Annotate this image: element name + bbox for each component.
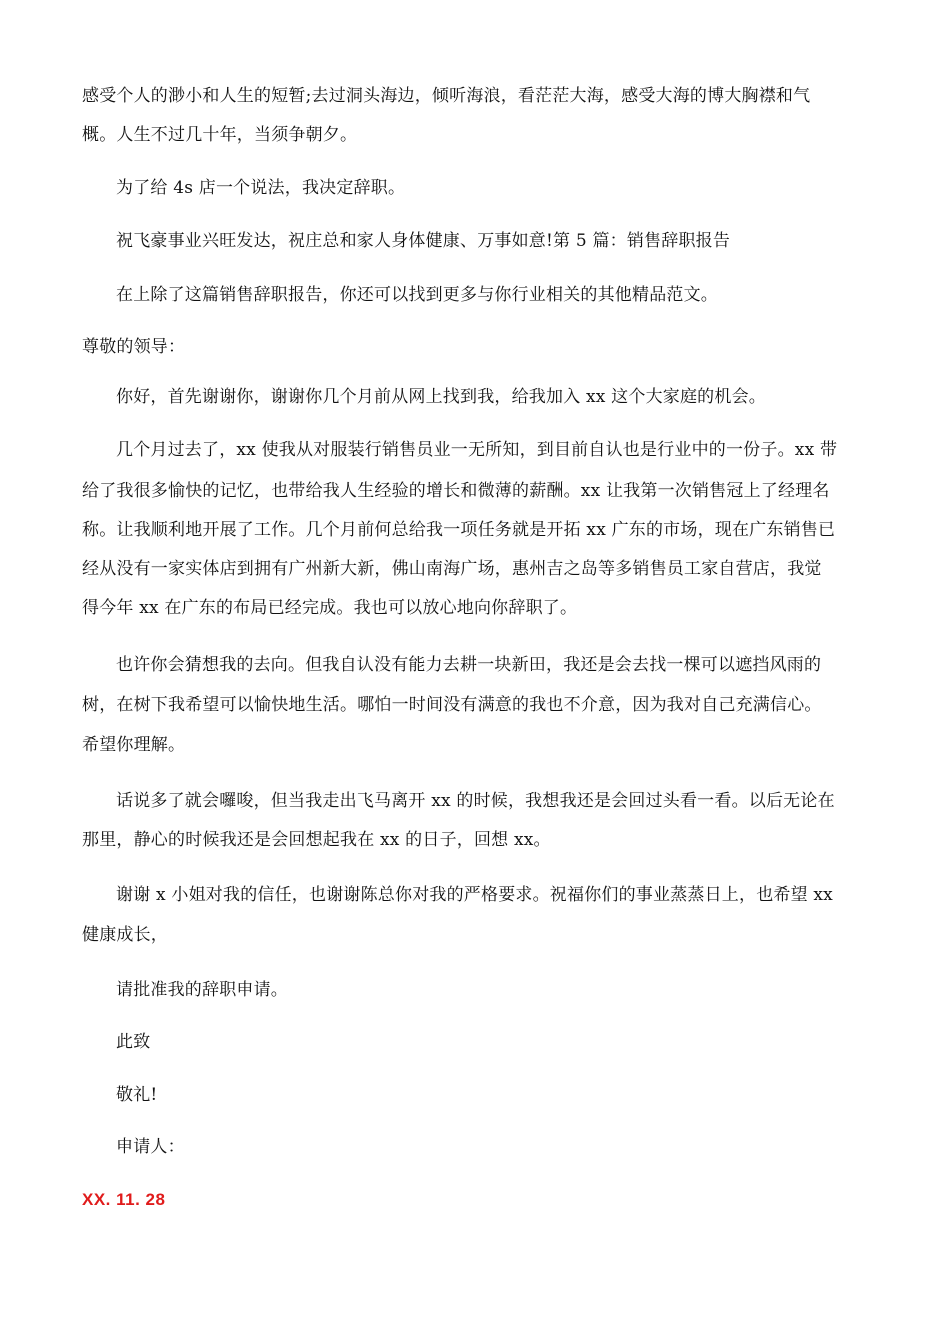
text-line: 请批准我的辞职申请。 — [116, 980, 288, 1000]
document-date: XX. 11. 28 — [82, 1190, 166, 1209]
text-line: 称。让我顺利地开展了工作。几个月前何总给我一项任务就是开拓 xx 广东的市场，现在广东销售已 — [82, 520, 836, 540]
text-line: 感受个人的渺小和人生的短暂;去过洞头海边，倾听海浪，看茫茫大海，感受大海的博大胸襟和气 — [82, 86, 811, 106]
text-line: 几个月过去了，xx 使我从对服装行销售员业一无所知，到目前自认也是行业中的一份子。xx 带 — [116, 440, 838, 460]
text-line: 祝飞豪事业兴旺发达，祝庄总和家人身体健康、万事如意!第 5 篇：销售辞职报告 — [116, 231, 731, 251]
text-line: 给了我很多愉快的记忆，也带给我人生经验的增长和微薄的薪酬。xx 让我第一次销售冠上了经理名 — [82, 481, 830, 501]
text-line: 也许你会猜想我的去向。但我自认没有能力去耕一块新田，我还是会去找一棵可以遮挡风雨的 — [116, 655, 822, 675]
text-line: 话说多了就会囉唆，但当我走出飞马离开 xx 的时候，我想我还是会回过头看一看。以后无论在 — [116, 791, 835, 811]
closing-line: 敬礼! — [116, 1085, 158, 1105]
text-line: 得今年 xx 在广东的布局已经完成。我也可以放心地向你辞职了。 — [82, 598, 578, 618]
applicant-line: 申请人： — [116, 1137, 185, 1157]
text-line: 希望你理解。 — [82, 735, 186, 755]
text-line: 在上除了这篇销售辞职报告，你还可以找到更多与你行业相关的其他精品范文。 — [116, 285, 718, 305]
closing-line: 此致 — [116, 1032, 151, 1052]
text-line: 健康成长， — [82, 925, 168, 945]
text-line: 概。人生不过几十年，当须争朝夕。 — [82, 125, 358, 145]
text-line: 你好，首先谢谢你，谢谢你几个月前从网上找到我，给我加入 xx 这个大家庭的机会。 — [116, 387, 766, 407]
text-line: 经从没有一家实体店到拥有广州新大新，佛山南海广场，惠州吉之岛等多销售员工家自营店，我觉 — [82, 559, 822, 579]
text-line: 树，在树下我希望可以愉快地生活。哪怕一时间没有满意的我也不介意，因为我对自己充满信心。 — [82, 695, 822, 715]
text-line: 为了给 4s 店一个说法，我决定辞职。 — [116, 178, 406, 198]
text-line: 那里，静心的时候我还是会回想起我在 xx 的日子，回想 xx。 — [82, 830, 551, 850]
salutation: 尊敬的领导： — [82, 337, 186, 357]
text-line: 谢谢 x 小姐对我的信任，也谢谢陈总你对我的严格要求。祝福你们的事业蒸蒸日上，也希望 xx — [116, 885, 833, 905]
